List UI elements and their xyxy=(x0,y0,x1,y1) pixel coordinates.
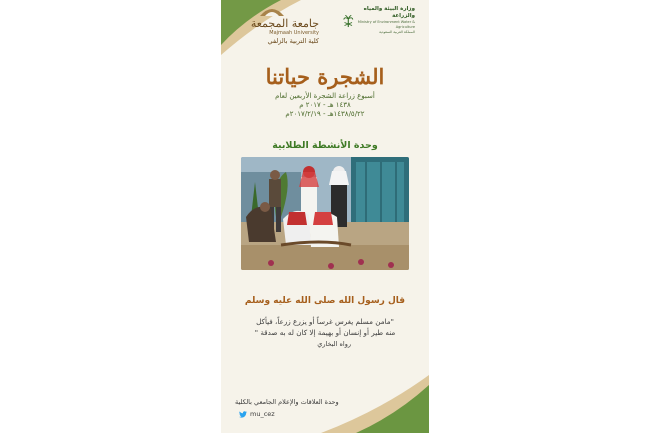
twitter-bird-icon xyxy=(239,411,247,418)
palm-emblem-icon xyxy=(343,12,354,30)
college-name: كلية التربية بالزلفي xyxy=(267,37,319,45)
tree-planting-photo xyxy=(241,157,409,270)
university-english: Majmaah University xyxy=(269,30,319,36)
hadith-text xyxy=(235,316,415,338)
university-logo xyxy=(229,6,319,46)
twitter-handle: mu_cez xyxy=(250,410,275,418)
ministry-logo xyxy=(343,6,415,35)
hadith-introduction: قال رسول الله صلى الله عليه وسلم xyxy=(244,296,406,306)
subtitle-line-2: ١٤٣٨ هـ - ٢٠١٧ م xyxy=(299,101,351,109)
ministry-subtitle: المملكة العربية السعودية xyxy=(379,30,415,34)
subtitle-line-3: ١٤٣٨/٥/٢٢هـ - ٢٠١٧/٢/١٩م xyxy=(285,110,365,118)
poster-title: الشجرة حياتنا xyxy=(265,64,385,89)
footer-unit: وحدة العلاقات والإعلام الجامعي بالكلية xyxy=(235,398,339,406)
twitter-account[interactable] xyxy=(239,410,275,418)
poster xyxy=(221,0,429,433)
ministry-english: Ministry of Environment Water & Agriculture xyxy=(357,20,415,29)
subtitle-line-1: أسبوع زراعة الشجرة الأربعين لعام xyxy=(275,92,375,100)
university-name: جامعة المجمعة xyxy=(250,17,319,30)
hadith-line-2: منه طير أو إنسان أو بهيمة إلا كان له به صدقة " xyxy=(254,328,396,337)
hadith-line-1: "مامن مسلم يغرس غرساً أو يزرع زرعاً، فيأكل xyxy=(256,317,394,326)
ministry-name: وزارة البيئة والمياه والزراعة xyxy=(363,6,415,19)
narrator: رواه البخاري xyxy=(317,340,351,348)
student-activities-unit: وحدة الأنشطة الطلابية xyxy=(272,140,378,151)
